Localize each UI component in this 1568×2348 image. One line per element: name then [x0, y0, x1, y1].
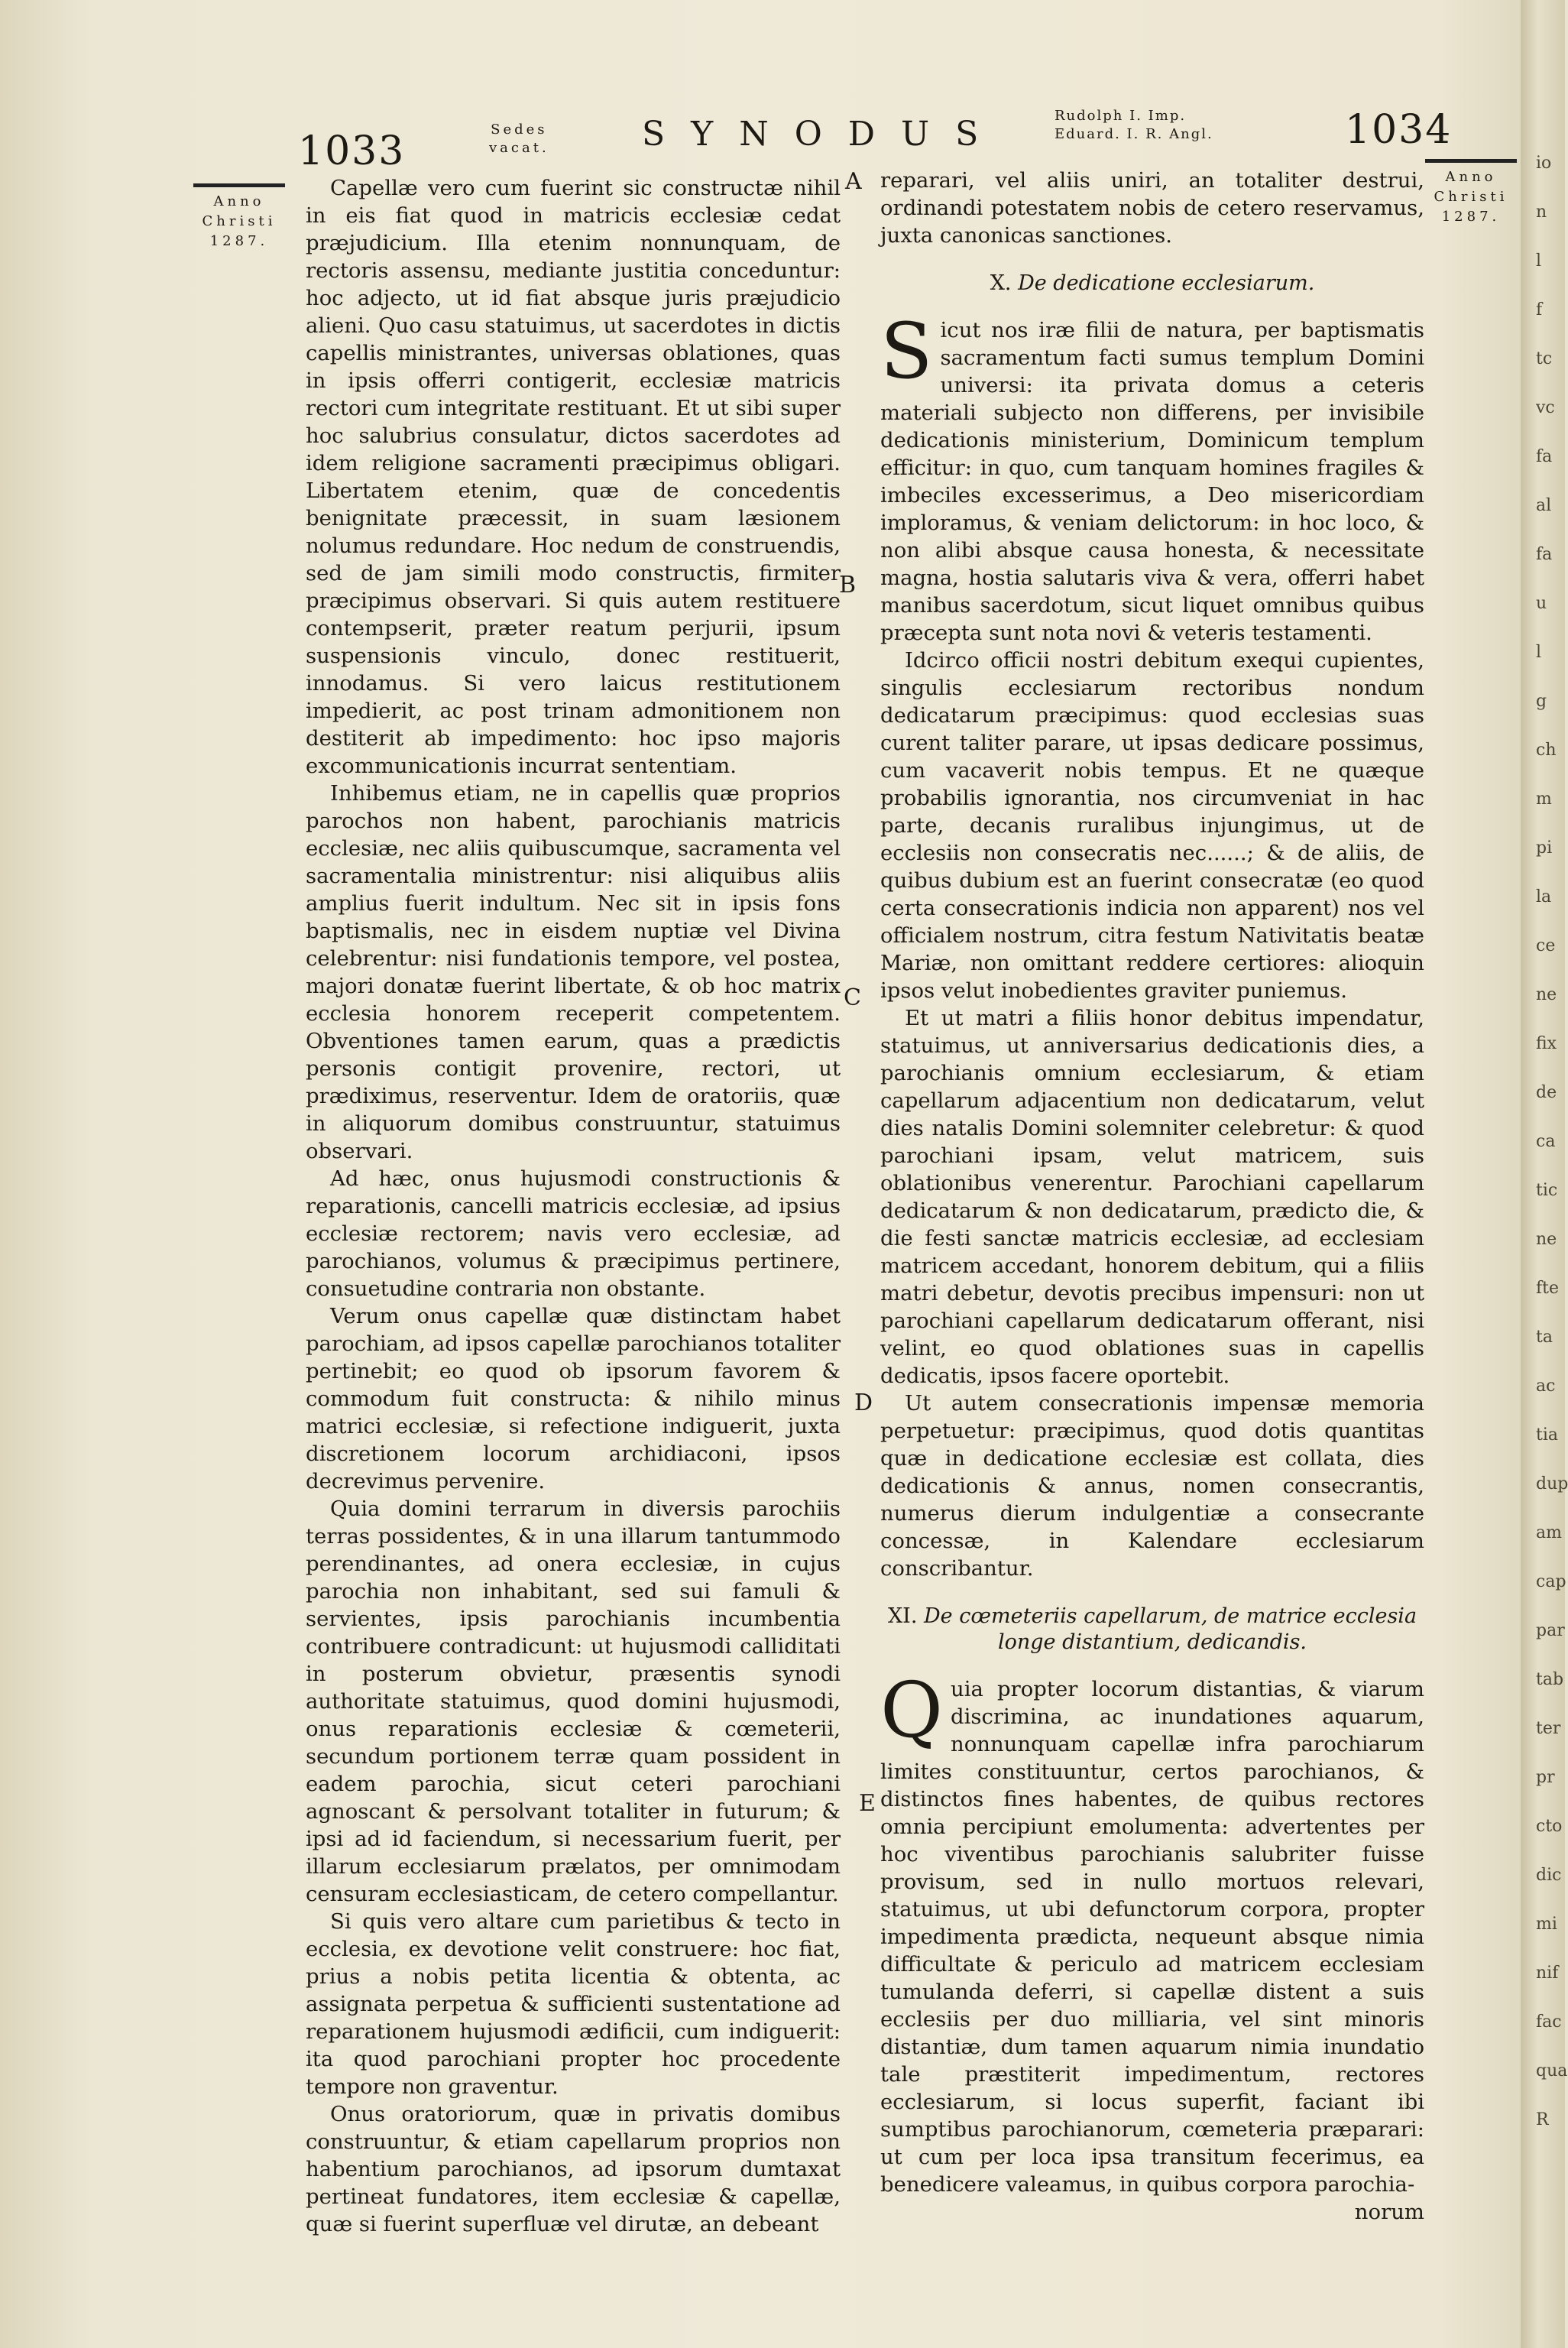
anno-rule: [1425, 159, 1517, 163]
facing-page-fragment: ter: [1536, 1719, 1561, 1738]
facing-page-fragment: io: [1536, 154, 1552, 173]
margin-letter-b: B: [839, 572, 857, 598]
facing-page-fragment: fix: [1536, 1034, 1557, 1053]
facing-page-fragment: l: [1536, 251, 1542, 271]
paragraph: Capellæ vero cum fuerint sic constructæ nihil in eis fiat quod in matricis ecclesiæ cedat præjudicium. Illa etenim nonnunquam, de rectoris assensu, mediante justitia conceduntur: hoc adjecto, ut id fiat absque juris præjudicio alieni. Quo casu statuimus, ut sacerdotes in dictis capellis ministrantes, universas oblationes, quas in ipsis offerri contigerit, ecclesiæ matricis rectori cum integritate restituant. Et ut sibi super hoc salubrius consulatur, dictos sacerdotes ad idem religione sacramenti præcipimus obligari. Libertatem etenim, quæ de concedentis benignitate præcessit, in suam læsionem nolumus redundare. Hoc nedum de construendis, sed de jam simili modo constructis, firmiter præcipimus observari. Si quis autem restituere contempserit, præter reatum perjurii, ipsum suspensionis vinculo, donec restituerit, innodamus. Si vero laicus restitutionem impedierit, ac post trinam admonitionem non destiterit ab impedimento: hoc ipso majoris excommunicationis incurrat sententiam.: [306, 176, 841, 778]
margin-letter-d: D: [854, 1390, 873, 1416]
paragraph: Onus oratoriorum, quæ in privatis domibus construuntur, & etiam capellarum proprios non habentium parochianos, ad ipsorum dumtaxat pertineat fundatores, item ecclesiæ & capellæ, quæ si fuerint superfluæ vel dirutæ, an debeant: [306, 2102, 841, 2236]
facing-page-fragment: al: [1536, 496, 1552, 515]
page-number-left: 1033: [298, 128, 406, 174]
anno-christi-left: [190, 183, 289, 251]
facing-page-fragment: tic: [1536, 1181, 1558, 1200]
paragraph: Et ut matri a filiis honor debitus impendatur, statuimus, ut anniversarius dedicationis dies, a parochianis omnium ecclesiarum, & etiam capellarum adjacentium non dedicatarum, velut dies natalis Domini solemniter celebretur: & quod parochiani ipsam, velut matricem, suis oblationibus venerentur. Parochiani capellarum dedicatarum & non dedicatarum, prædicto die, & die festi sanctæ matricis ecclesiæ, ad ecclesiam matricem accedant, honorem debitum, qui a filiis matri debetur, devotis precibus impensuri: non ut parochiani capellarum dedicatarum offerant, nisi velint, eo quod oblationes suas in capellis dedicatis, ipsos facere oportebit.: [880, 1006, 1424, 1388]
margin-letter-a: A: [845, 168, 862, 195]
facing-page-fragment: n: [1536, 203, 1547, 222]
paragraph: Inhibemus etiam, ne in capellis quæ proprios parochos non habent, parochianis matricis ecclesiæ, nec aliis quibuscumque, sacramenta vel sacramentalia ministrentur: nisi aliquibus aliis amplius fuerit indultum. Nec sit in ipsis fons baptismalis, nec in eisdem nuptiæ vel Divina celebrentur: nisi fundationis tempore, vel postea, majori donatæ fuerint libertate, & ob hoc matrix ecclesia honorem receperit competentem. Obventiones tamen earum, quas a prædictis personis contigit provenire, rectori, ut prædiximus, reserventur. Idem de oratoriis, quæ in aliquorum domibus construuntur, statuimus observari.: [306, 781, 841, 1163]
right-column: [880, 167, 1424, 2226]
facing-page-fragment: mi: [1536, 1915, 1557, 1934]
facing-page-fragment: ch: [1536, 741, 1557, 760]
section-title: De dedicatione ecclesiarum.: [1018, 271, 1315, 295]
facing-page-fragment: u: [1536, 594, 1547, 613]
anno-rule: [193, 183, 285, 187]
facing-page-fragment: la: [1536, 887, 1552, 906]
running-head-rulers: [1055, 107, 1213, 144]
anno-year: 1287.: [209, 233, 269, 249]
section-title-line-2: longe distantium, dedicandis.: [997, 1630, 1307, 1654]
running-title: SYNODUS: [642, 115, 1005, 154]
facing-page-fragment: l: [1536, 643, 1542, 662]
margin-letter-e: E: [859, 1790, 876, 1817]
facing-page-fragment: ta: [1536, 1328, 1553, 1347]
facing-page-fragment: pi: [1536, 838, 1553, 858]
catchword: norum: [1354, 2200, 1424, 2224]
facing-page-fragment: qua: [1536, 2061, 1568, 2080]
facing-page-fragment: par: [1536, 1621, 1565, 1640]
facing-page-fragment: tab: [1536, 1670, 1564, 1689]
facing-page-fragment: m: [1536, 790, 1552, 809]
christi-line: Christi: [1434, 189, 1508, 205]
page-number-right: 1034: [1345, 107, 1453, 153]
facing-page-fragment: g: [1536, 692, 1547, 711]
section-number: X.: [990, 271, 1012, 295]
facing-page-fragment: fac: [1536, 2012, 1562, 2032]
facing-page-fragment: am: [1536, 1523, 1562, 1542]
facing-page-fragment: de: [1536, 1083, 1557, 1102]
running-head-sedes: [489, 121, 549, 157]
facing-page-fragment: fa: [1536, 447, 1553, 466]
anno-christi-right: [1421, 159, 1521, 227]
facing-page-fragment: fa: [1536, 545, 1553, 564]
paragraph: Ad hæc, onus hujusmodi constructionis & reparationis, cancelli matricis ecclesiæ, ad ipsius ecclesiæ rectorem; navis vero ecclesiæ, ad parochianos, volumus & præcipimus pertinere, consuetudine contraria non obstante.: [306, 1166, 841, 1301]
ruler-line-1: Rudolph I. Imp.: [1055, 108, 1187, 124]
paragraph-text: uia propter locorum distantias, & viarum discrimina, ac inundationes aquarum, nonnunquam capellæ infra parochiarum limites constituuntur, certos parochianos, & distinctos fines habentes, de quibus rectores omnia percipiunt emolumenta: advertentes per hoc viventibus parochianis salubriter fuisse provisum, sed in nullo mortuos relevari, statuimus, ut ubi defunctorum corpora, propter impedimenta prædicta, nequeunt absque nimia difficultate & periculo ad matricem ecclesiam tumulanda deferri, si capellæ distent a suis ecclesiis per duo milliaria, vel sint minoris distantiæ, dum tamen aquarum nimia inundatio tale præstiterit impedimentum, rectores ecclesiarum, si locus superfit, faciant ibi sumptibus parochianorum, cœmeteria præparari: ut cum per loca ipsa transitum fecerimus, ea benedicere valeamus, in quibus corpora parochia-: [880, 1677, 1424, 2197]
facing-page-fragment: vc: [1536, 398, 1555, 417]
facing-page-fragment: ac: [1536, 1377, 1556, 1396]
facing-page-fragment: ne: [1536, 985, 1557, 1004]
paragraph: [880, 306, 1424, 647]
paragraph: [880, 1665, 1424, 2198]
facing-page-fragment: f: [1536, 300, 1543, 319]
christi-line: Christi: [202, 213, 277, 229]
paragraph: Idcirco officii nostri debitum exequi cupientes, singulis ecclesiarum rectoribus nondum dedicatarum præcipimus: quod ecclesias suas curent taliter parare, ut ipsas dedicare possimus, cum vacaverit nobis tempus. Et ne quæque probabilis ignorantia, nos circumveniat in hac parte, decanis ruralibus injungimus, ut de ecclesiis non consecratis nec......; & de aliis, de quibus dubium est an fuerint consecratæ (eo quod certa consecrationis indicia non apparent) nos vel officialem nostrum, citra festum Nativitatis beatæ Mariæ, non omittant reddere certiores: alioquin ipsos velut inobedientes graviter puniemus.: [880, 648, 1424, 1003]
facing-page-fragment: tia: [1536, 1425, 1558, 1445]
section-xi-heading: [880, 1604, 1424, 1656]
sedes-line-2: vacat.: [489, 140, 549, 156]
ruler-line-2: Eduard. I. R. Angl.: [1055, 126, 1213, 142]
section-title-line-1: De cœmeteriis capellarum, de matrice ecclesia: [924, 1604, 1417, 1628]
facing-page-fragment: pr: [1536, 1768, 1555, 1787]
paragraph-text: icut nos iræ filii de natura, per baptismatis sacramentum facti sumus templum Domini universi: ita privata domus a ceteris materiali subjecto non differens, per invisibile dedicationis ministerium, Dominicum templum efficitur: in quo, cum tanquam homines fragiles & imbeciles excesserimus, a Deo misericordiam imploramus, & veniam delictorum: in hoc loco, & non alibi absque causa honesta, & necessitate magna, hostia salutaris viva & vera, offerri habet manibus sacerdotum, sicut liquet omnibus quibus præcepta sunt nota novi & veteris testamenti.: [880, 318, 1424, 645]
facing-page-fragment: R: [1536, 2110, 1549, 2129]
facing-page-fragment: tc: [1536, 349, 1553, 368]
paragraph: Quia domini terrarum in diversis parochiis terras possidentes, & in una illarum tantummodo perendinantes, ad onera ecclesiæ, in cujus parochia non inhabitant, sed sui famuli & servientes, ipsis parochianis incumbentia contribuere contradicunt: ut hujusmodi calliditati in posterum obvietur, præsentis synodi authoritate statuimus, quod domini hujusmodi, onus reparationis ecclesiæ & cœmeterii, secundum portionem terræ quam possident in eadem parochia, sicut ceteri parochiani agnoscant & persolvant totaliter in futurum; & ipsi ad id faciendum, si necessarium fuerit, per illarum ecclesiarum prælatos, per omnimodam censuram ecclesiasticam, de cetero compellantur.: [306, 1497, 841, 1906]
facing-page-fragment: dup: [1536, 1474, 1568, 1493]
drop-cap: Q: [880, 1665, 943, 1755]
facing-page-fragment: dic: [1536, 1866, 1562, 1885]
facing-page-fragment: nif: [1536, 1964, 1559, 1983]
anno-line: Anno: [213, 193, 265, 209]
margin-letter-c: C: [844, 984, 861, 1011]
paragraph: Si quis vero altare cum parietibus & tecto in ecclesia, ex devotione velit construere: hoc fiat, prius a nobis petita licentia & obtenta, ac assignata perpetua & sufficienti sustentatione ad reparationem hujusmodi ædificii, cum indiguerit: ita quod parochiani propter hoc procedente tempore non graventur.: [306, 1909, 841, 2099]
paragraph: Verum onus capellæ quæ distinctam habet parochiam, ad ipsos capellæ parochianos totaliter pertinebit; eo quod ob ipsorum favorem & commodum fuit constructa: & nihilo minus matrici ecclesiæ, si refectione indiguerit, juxta discretionem locorum archidiaconi, ipsos decrevimus pervenire.: [306, 1304, 841, 1493]
facing-page-fragment: ne: [1536, 1230, 1557, 1249]
anno-line: Anno: [1445, 169, 1497, 185]
paragraph-continued: reparari, vel aliis uniri, an totaliter destrui, ordinandi potestatem nobis de cetero reservamus, juxta canonicas sanctiones.: [880, 168, 1424, 248]
sedes-line-1: Sedes: [491, 122, 548, 138]
facing-page-fragment: cto: [1536, 1817, 1563, 1836]
facing-page-fragment: ca: [1536, 1132, 1556, 1151]
facing-page-fragment: fte: [1536, 1279, 1560, 1298]
section-number: XI.: [887, 1604, 918, 1628]
left-column: [306, 174, 841, 2238]
anno-year: 1287.: [1441, 209, 1501, 225]
drop-cap: S: [880, 306, 933, 396]
paragraph: Ut autem consecrationis impensæ memoria perpetuetur: præcipimus, quod dotis quantitas quæ in dedicatione ecclesiæ est collata, dies dedicationis & annus, nomen consecrantis, numerus dierum indulgentiæ a consecrante concessæ, in Kalendare ecclesiarum conscribantur.: [880, 1391, 1424, 1581]
facing-page-fragment: cap: [1536, 1572, 1566, 1591]
section-x-heading: [880, 271, 1424, 297]
facing-page-fragment: ce: [1536, 936, 1556, 955]
